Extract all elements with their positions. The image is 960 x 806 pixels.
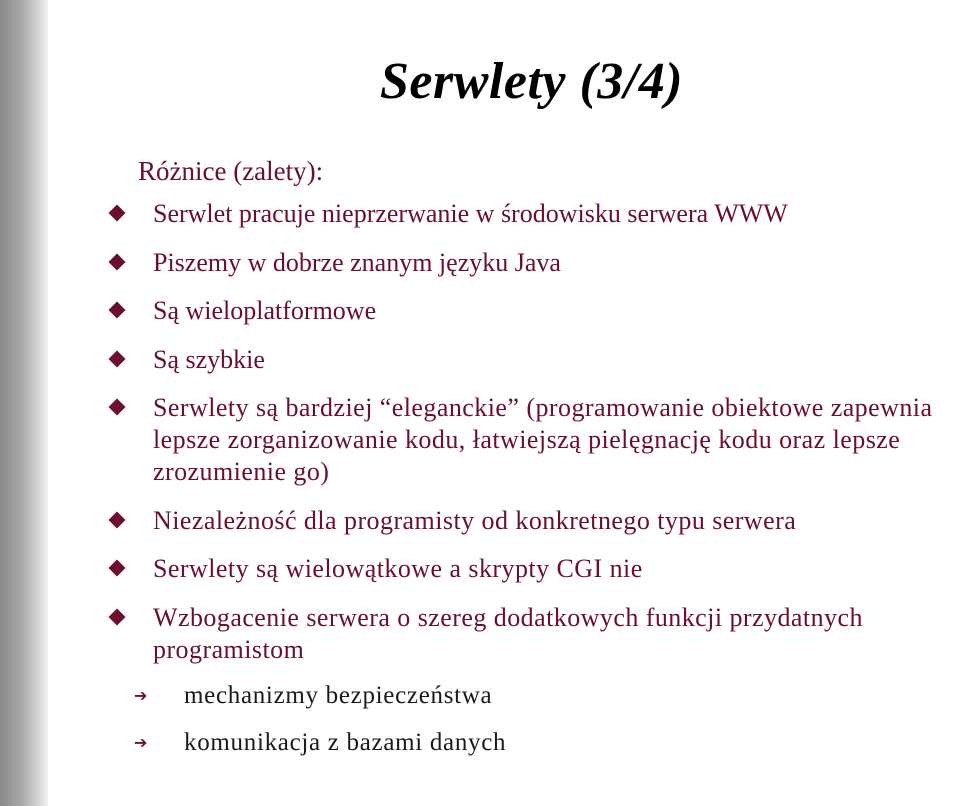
bullet-text: Serwlet pracuje nieprzerwanie w środowisku serwera WWW [153,199,788,228]
bullet-item [107,247,957,279]
sub-bullet-text: mechanizmy bezpieczeństwa [184,682,493,709]
left-gradient-bar [0,0,48,806]
diamond-icon [109,205,126,222]
bullet-text: Piszemy w dobrze znanym języku Java [153,247,561,277]
bullet-item [107,392,957,488]
bullet-text: Niezależność dla programisty od konkretnego typu serwera [153,505,797,535]
sub-bullet-list [134,680,506,774]
bullet-item [107,198,957,230]
diamond-icon [109,350,126,367]
bullet-list [107,198,957,682]
sub-bullet-item [134,680,506,727]
arrow-icon: ➔ [134,686,149,705]
bullet-item [107,295,957,327]
bullet-text: Wzbogacenie serwera o szereg dodatkowych funkcji przydatnych programistom [153,602,863,664]
slide-title: Serwlety (3/4) [380,53,684,110]
bullet-text: Serwlety są wielowątkowe a skrypty CGI nie [153,554,643,583]
sub-bullet-text: komunikacja z bazami danych [184,729,507,756]
bullet-text: Są szybkie [153,344,265,374]
diamond-icon [109,302,126,319]
slide-subtitle: Różnice (zalety): [138,156,324,186]
diamond-icon [109,399,126,416]
diamond-icon [109,511,126,528]
bullet-item [107,344,957,376]
sub-bullet-item [134,727,506,774]
bullet-item [107,553,957,585]
bullet-item [107,602,957,666]
diamond-icon [109,560,126,577]
bullet-text: Są wieloplatformowe [153,296,377,325]
arrow-icon: ➔ [134,733,149,752]
diamond-icon [109,253,126,270]
diamond-icon [109,608,126,625]
bullet-item [107,505,957,537]
bullet-text: Serwlety są bardziej “eleganckie” (programowanie obiektowe zapewnia lepsze zorganizowanie kodu, łatwiejszą pielęgnację kodu oraz lepsze zrozumienie go) [153,393,933,486]
